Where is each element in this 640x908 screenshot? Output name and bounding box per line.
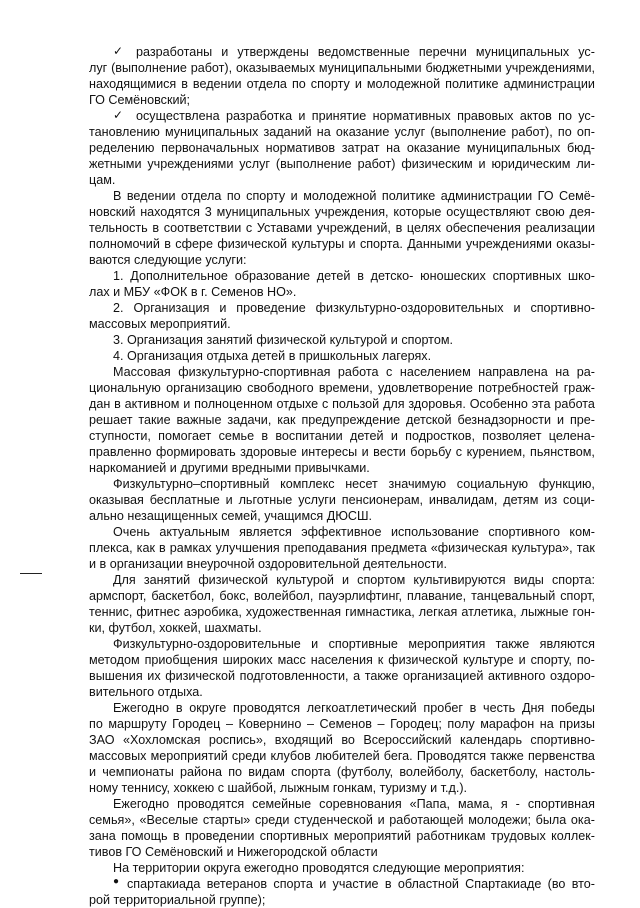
margin-mark [20,573,42,574]
text-line: Физкультурно–спортивный комплекс несет значимую социальную функцию, [113,477,595,491]
text-line: армспорт, баскетбол, бокс, волейбол, пауэрлифтинг, плавание, танцевальный спорт, [89,589,595,603]
text-line: ально незащищенных семей, учащимся ДЮСШ. [89,509,372,523]
checkmark-icon: ✓ [113,108,124,122]
text-line: и в организации внеурочной оздоровительной деятельности. [89,557,447,571]
text-line: ределению первоначальных нормативов затрат на оказание муниципальных бюд- [89,141,595,155]
text-line: Ежегодно в округе проводятся легкоатлетический пробег в честь Дня победы [113,701,595,715]
text-line: На территории округа ежегодно проводятся следующие мероприятия: [113,861,525,875]
text-line: дан в активном и полноценном отдыхе с пользой для здоровья. Особенно эта работа [89,397,595,411]
text-line: правленно формировать здоровые интересы и вести борьбу с курением, пьянством, [89,445,595,459]
text-line: по маршруту Городец – Ковернино – Семенов – Городец; полу марафон на призы [89,717,595,731]
text-line: ступности, помогает семье в воспитании детей и подростков, позволяет целена- [89,429,595,443]
text-line: новский находятся 3 муниципальных учреждения, которые осуществляют свою дея- [89,205,595,219]
text-line: и чемпионаты района по видам спорта (футболу, волейболу, баскетболу, настоль- [89,765,595,779]
text-line: разработаны и утверждены ведомственные перечни муниципальных ус- [136,45,595,59]
list-item: 1. Дополнительное образование детей в детско- юношеских спортивных шко- [113,269,595,283]
text-line: плекса, как в рамках улучшения преподавания предмета «физическая культура», так [89,541,595,555]
text-line: рой территориальной группе); [89,893,266,907]
text-line: В ведении отдела по спорту и молодежной политике администрации ГО Семё- [113,189,595,203]
text-line: циональную организацию свободного времени, удовлетворение потребностей граж- [89,381,595,395]
text-line: осуществлена разработка и принятие нормативных правовых актов по ус- [136,109,595,123]
text-line: жетными учреждениями услуг (выполнение работ) физическим и юридическим ли- [89,157,595,171]
list-item: спартакиада ветеранов спорта и участие в областной Спартакиаде (во вто- [127,877,595,891]
text-line: ваются следующие услуги: [89,253,247,267]
text-line: полномочий в сфере физической культуры и спорта. Данными учреждениями оказы- [89,237,595,251]
text-line: Очень актуальным является эффективное использование спортивного ком- [113,525,595,539]
text-line: семья», «Веселые старты» среди студенческой и работающей молодежи; была ока- [89,813,595,827]
text-line: тельность в соответствии с Уставами учреждений, в целях обеспечения реализации [89,221,595,235]
text-line: зана помощь в проведении спортивных мероприятий работникам трудовых коллек- [89,829,595,843]
list-item: 3. Организация занятий физической культурой и спортом. [113,333,453,347]
text-line: вительного отдыха. [89,685,203,699]
text-line: ному теннису, хоккею с шайбой, лыжным гонкам, туризму и т.д.). [89,781,468,795]
text-line: оказывая бесплатные и льготные услуги пенсионерам, инвалидам, детям из соци- [89,493,595,507]
list-item: 2. Организация и проведение физкультурно-оздоровительных и спортивно- [113,301,595,315]
list-item: 4. Организация отдыха детей в пришкольных лагерях. [113,349,432,363]
text-line: методом приобщения широких масс населения к физической культуре и спорту, по- [89,653,595,667]
text-line: луг (выполнение работ), оказываемых муниципальными бюджетными учреждениями, [89,61,595,75]
text-line: тивов ГО Семёновский и Нижегородской области [89,845,378,859]
text-line: ки, футбол, хоккей, шахматы. [89,621,262,635]
text-line: массовых мероприятий. [89,317,231,331]
text-line: находящимися в ведении отдела по спорту и молодежной политике администрации [89,77,595,91]
text-line: лах и МБУ «ФОК в г. Семенов НО». [89,285,297,299]
text-line: вышения их физической подготовленности, а также организацией активного оздоро- [89,669,595,683]
text-line: наркоманией и другими вредными привычками. [89,461,370,475]
text-line: Ежегодно проводятся семейные соревнования «Папа, мама, я - спортивная [113,797,595,811]
text-line: Физкультурно-оздоровительные и спортивные мероприятия также являются [113,637,595,651]
text-line: массовых мероприятий среди клубов любителей бега. Проводятся также первенства [89,749,595,763]
text-line: Массовая физкультурно-спортивная работа с населением направлена на ра- [113,365,595,379]
text-line: Для занятий физической культурой и спортом культивируются виды спорта: [113,573,595,587]
text-line: решает такие важные задачи, как предупреждение детской безнадзорности и пре- [89,413,595,427]
text-line: теннис, фитнес аэробика, художественная гимнастика, легкая атлетика, лыжные гон- [89,605,595,619]
checkmark-icon: ✓ [113,44,124,58]
bullet-icon: ● [113,876,120,887]
text-line: тановлению муниципальных заданий на оказание услуг (выполнение работ), по оп- [89,125,595,139]
text-line: цам. [89,173,116,187]
text-line: ЗАО «Хохломская роспись», входящий во Всероссийский календарь спортивно- [89,733,595,747]
text-line: ГО Семёновский; [89,93,191,107]
